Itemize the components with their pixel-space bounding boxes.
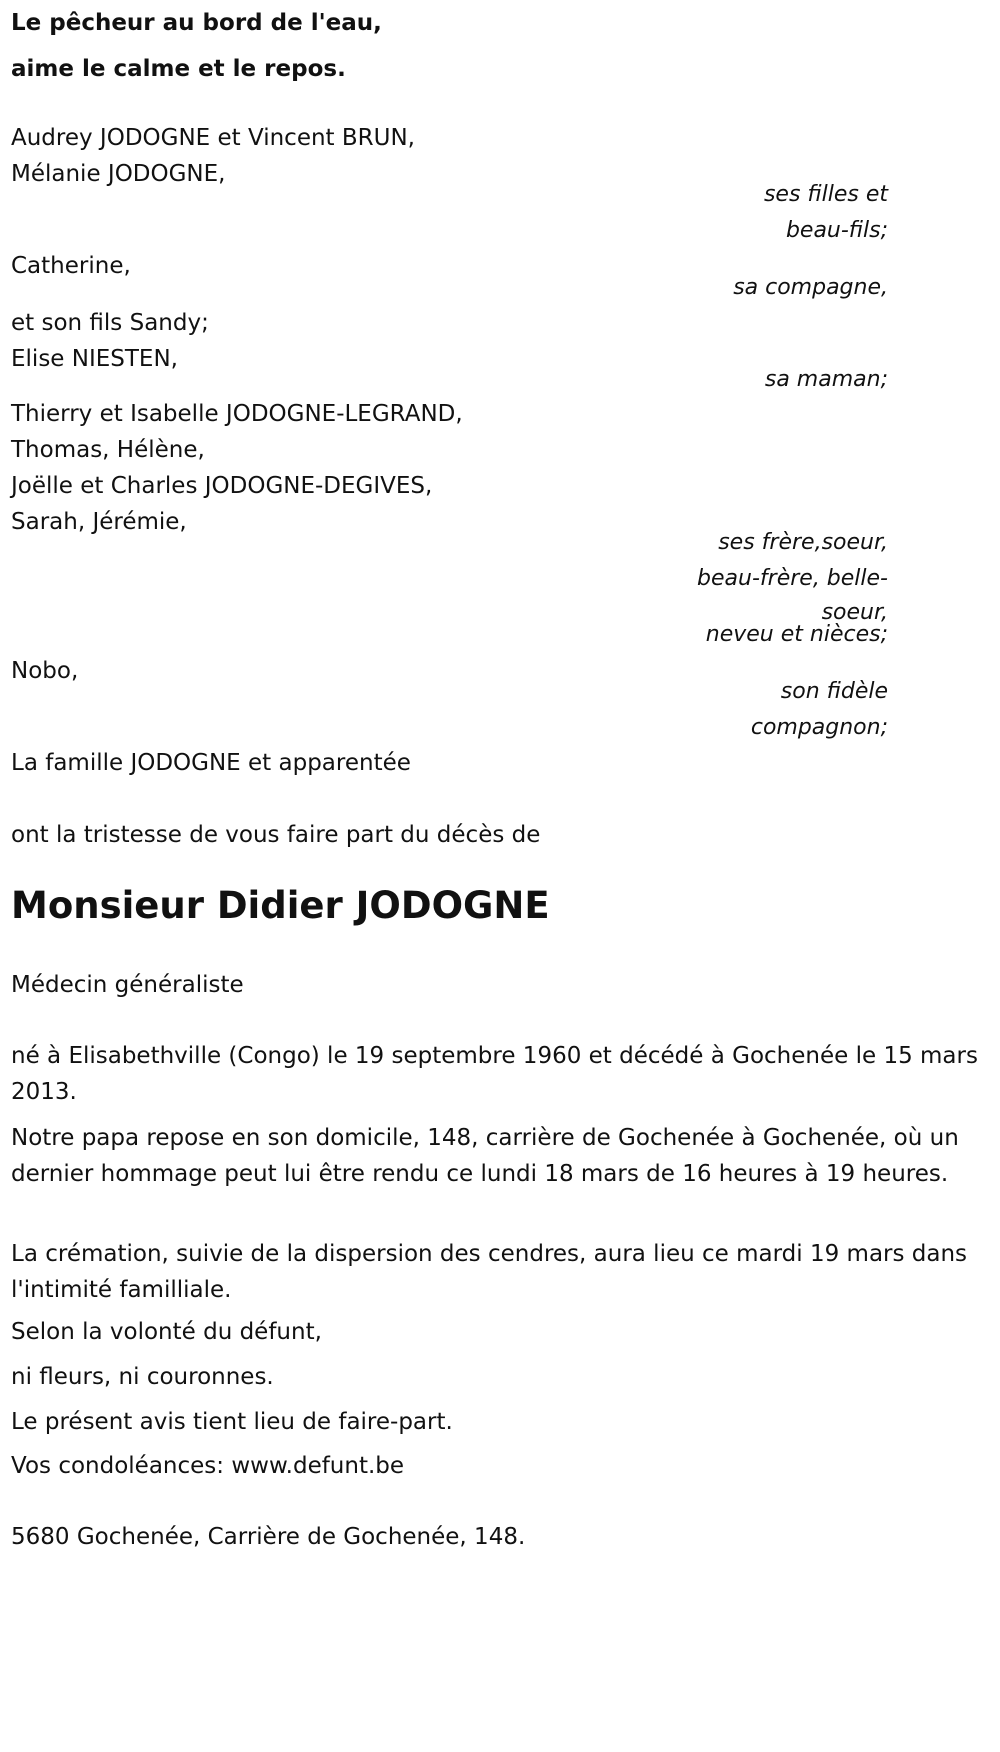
detail-repose: Notre papa repose en son domicile, 148, carrière de Gochenée à Gochenée, où un dernier hommage peut lui être rendu ce lundi 18 mars de 16 heures à 19 heures. bbox=[11, 1125, 959, 1187]
family-mother: Elise NIESTEN, bbox=[11, 346, 178, 372]
mother-role: sa maman; bbox=[764, 367, 888, 392]
daughters-role-2: beau-fils; bbox=[785, 218, 888, 243]
detail-condolences: Vos condoléances: www.defunt.be bbox=[11, 1453, 405, 1479]
family-sibling-2: Thomas, Hélène, bbox=[11, 437, 205, 463]
family-extended: La famille JODOGNE et apparentée bbox=[11, 750, 411, 776]
detail-notice: Le présent avis tient lieu de faire-part. bbox=[11, 1409, 453, 1435]
announcement-text: ont la tristesse de vous faire part du décès de bbox=[11, 822, 541, 848]
epitaph-line-2: aime le calme et le repos. bbox=[11, 56, 346, 82]
family-companion-son: et son fils Sandy; bbox=[11, 310, 209, 336]
siblings-role-2: beau-frère, belle- bbox=[697, 566, 888, 591]
family-sibling-3: Joëlle et Charles JODOGNE-DEGIVES, bbox=[11, 473, 433, 499]
detail-no-flowers: ni fleurs, ni couronnes. bbox=[11, 1364, 274, 1390]
family-pet: Nobo, bbox=[11, 658, 79, 684]
detail-cremation: La crémation, suivie de la dispersion des cendres, aura lieu ce mardi 19 mars dans l'intimité familliale. bbox=[11, 1241, 968, 1303]
epitaph-line-1: Le pêcheur au bord de l'eau, bbox=[11, 10, 382, 36]
deceased-name: Monsieur Didier JODOGNE bbox=[11, 884, 550, 927]
companion-role: sa compagne, bbox=[733, 275, 888, 300]
family-sibling-1: Thierry et Isabelle JODOGNE-LEGRAND, bbox=[11, 401, 463, 427]
family-daughter-2: Mélanie JODOGNE, bbox=[11, 161, 226, 187]
family-daughter-1: Audrey JODOGNE et Vincent BRUN, bbox=[11, 125, 415, 151]
siblings-role-4: neveu et nièces; bbox=[705, 622, 888, 647]
family-sibling-4: Sarah, Jérémie, bbox=[11, 509, 187, 535]
detail-birth-death: né à Elisabethville (Congo) le 19 septembre 1960 et décédé à Gochenée le 15 mars 2013. bbox=[11, 1043, 978, 1105]
pet-role-1: son fidèle bbox=[780, 679, 888, 704]
detail-wish: Selon la volonté du défunt, bbox=[11, 1319, 322, 1345]
siblings-role-3: soeur, bbox=[821, 600, 888, 625]
siblings-role-1: ses frère,soeur, bbox=[718, 530, 888, 555]
address: 5680 Gochenée, Carrière de Gochenée, 148. bbox=[11, 1524, 526, 1550]
pet-role-2: compagnon; bbox=[750, 715, 888, 740]
daughters-role-1: ses filles et bbox=[763, 182, 888, 207]
family-companion: Catherine, bbox=[11, 253, 131, 279]
deceased-profession: Médecin généraliste bbox=[11, 972, 244, 998]
